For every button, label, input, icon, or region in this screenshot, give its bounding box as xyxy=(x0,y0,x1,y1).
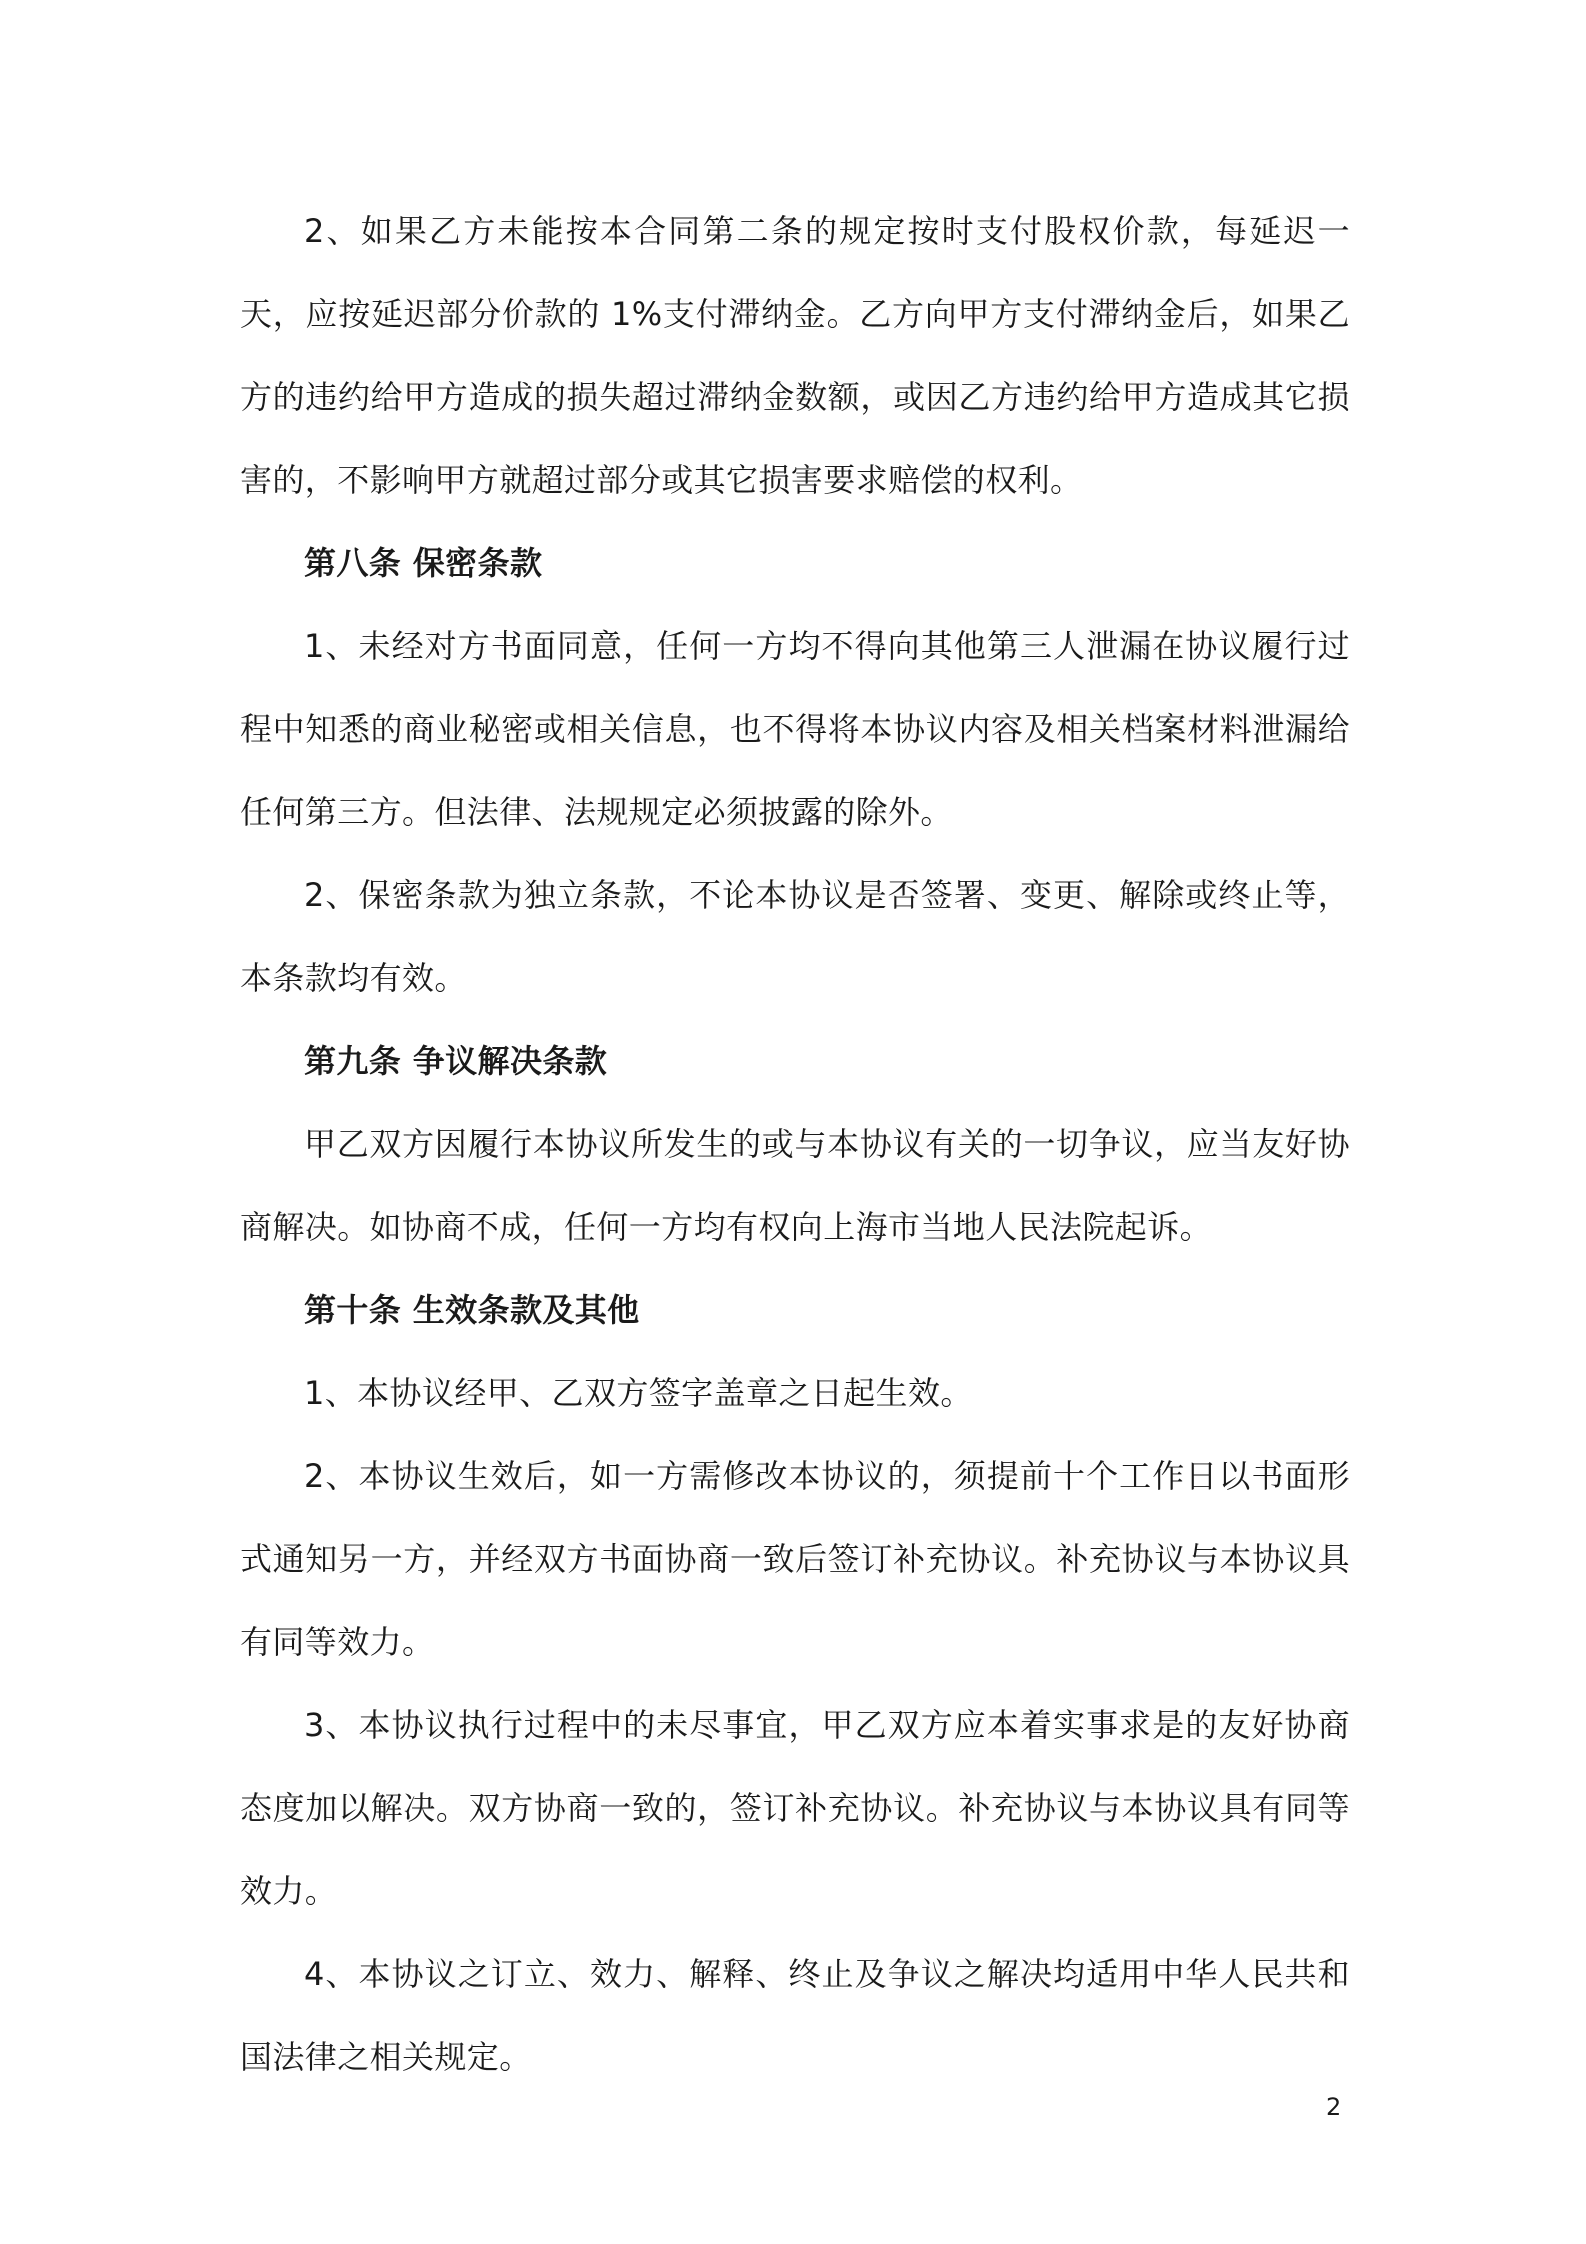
article-8-item-2: 2、保密条款为独立条款，不论本协议是否签署、变更、解除或终止等，本条款均有效。 xyxy=(240,876,1350,997)
article-9-heading: 第九条 争议解决条款 xyxy=(304,1042,608,1080)
article-10-item-1: 1、本协议经甲、乙双方签字盖章之日起生效。 xyxy=(304,1374,973,1412)
article-10-item-4: 4、本协议之订立、效力、解释、终止及争议之解决均适用中华人民共和国法律之相关规定。 xyxy=(240,1955,1350,2076)
article-8-heading: 第八条 保密条款 xyxy=(304,544,543,582)
document-body xyxy=(240,190,1350,2099)
article-10-heading: 第十条 生效条款及其他 xyxy=(304,1291,640,1329)
clause-7-item-2: 2、如果乙方未能按本合同第二条的规定按时支付股权价款，每延迟一天，应按延迟部分价款的 1%支付滞纳金。乙方向甲方支付滞纳金后，如果乙方的违约给甲方造成的损失超过滞纳金数额，或因乙方违约给甲方造成其它损害的，不影响甲方就超过部分或其它损害要求赔偿的权利。 xyxy=(240,212,1350,499)
article-10-item-2: 2、本协议生效后，如一方需修改本协议的，须提前十个工作日以书面形式通知另一方，并经双方书面协商一致后签订补充协议。补充协议与本协议具有同等效力。 xyxy=(240,1457,1350,1661)
page-number: 2 xyxy=(1326,2093,1342,2121)
article-10-item-3: 3、本协议执行过程中的未尽事宜，甲乙双方应本着实事求是的友好协商态度加以解决。双方协商一致的，签订补充协议。补充协议与本协议具有同等效力。 xyxy=(240,1706,1350,1910)
article-8-item-1: 1、未经对方书面同意，任何一方均不得向其他第三人泄漏在协议履行过程中知悉的商业秘密或相关信息，也不得将本协议内容及相关档案材料泄漏给任何第三方。但法律、法规规定必须披露的除外。 xyxy=(240,627,1350,831)
article-9-body: 甲乙双方因履行本协议所发生的或与本协议有关的一切争议，应当友好协商解决。如协商不成，任何一方均有权向上海市当地人民法院起诉。 xyxy=(240,1125,1350,1246)
